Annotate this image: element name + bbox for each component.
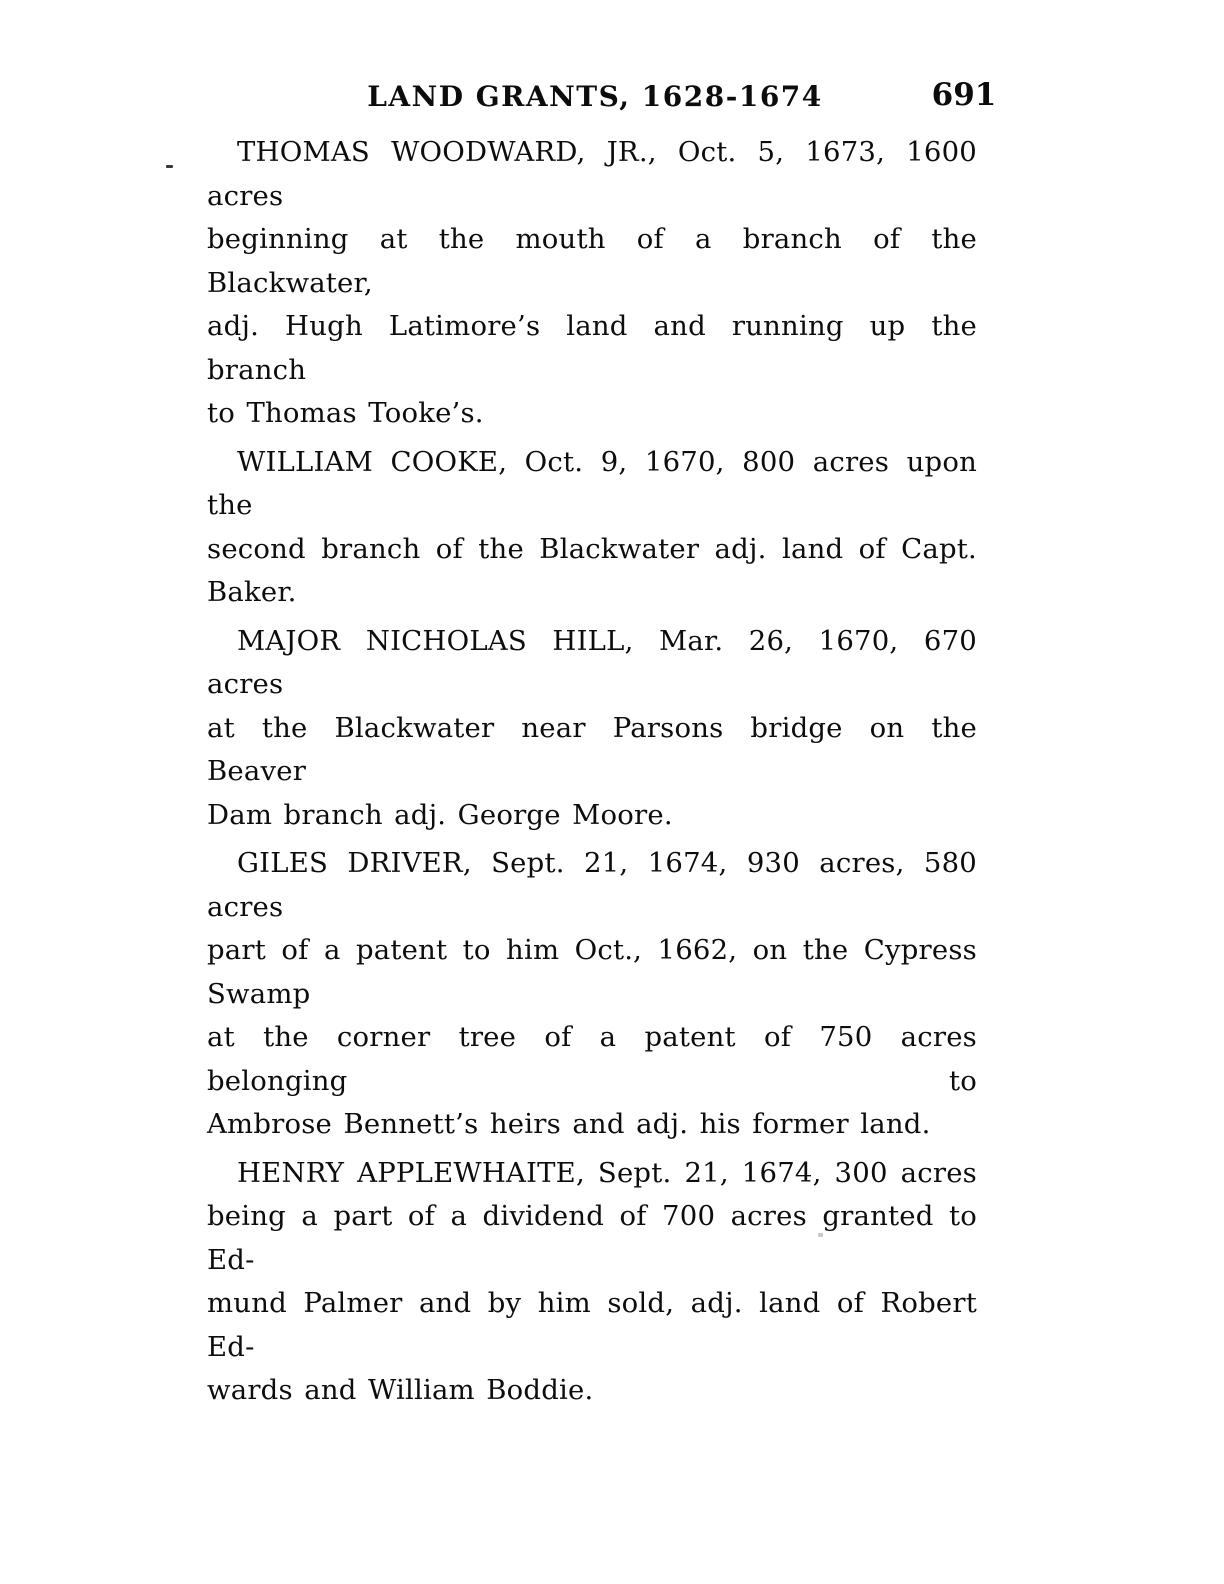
scan-artifact-speck (818, 1233, 823, 1237)
page-number: 691 (931, 77, 997, 113)
text-line: adj. Hugh Latimore’s land and running up the branch (207, 310, 977, 386)
text-line: GILES DRIVER, Sept. 21, 1674, 930 acres, 580 acres (207, 847, 977, 923)
text-line: mund Palmer and by him sold, adj. land of Robert Ed- (207, 1287, 977, 1363)
text-line: HENRY APPLEWHAITE, Sept. 21, 1674, 300 acres (237, 1156, 977, 1189)
text-line: to Thomas Tooke’s. (207, 397, 484, 429)
grant-paragraph-giles-driver (207, 842, 977, 1147)
page-header-title: LAND GRANTS, 1628-1674 (367, 80, 823, 113)
scan-artifact-dash (166, 165, 173, 168)
text-line: Baker. (207, 576, 297, 608)
text-line: part of a patent to him Oct., 1662, on the Cypress Swamp (207, 934, 977, 1010)
text-line: second branch of the Blackwater adj. land of Capt. (207, 532, 977, 565)
grant-paragraph-henry-applewhaite (207, 1152, 977, 1413)
text-line: wards and William Boddie. (207, 1374, 594, 1406)
text-line: Dam branch adj. George Moore. (207, 798, 673, 831)
text-line: at the Blackwater near Parsons bridge on the Beaver (207, 711, 977, 787)
text-line: beginning at the mouth of a branch of the Blackwater, (207, 223, 977, 299)
text-line: at the corner tree of a patent of 750 acres belonging to (207, 1021, 977, 1097)
grant-paragraph-nicholas-hill (207, 620, 977, 838)
text-line: THOMAS WOODWARD, JR., Oct. 5, 1673, 1600 acres (207, 136, 977, 212)
text-line: being a part of a dividend of 700 acres granted to Ed- (207, 1200, 977, 1276)
text-line: Ambrose Bennett’s heirs and adj. his former land. (207, 1108, 931, 1140)
text-line: WILLIAM COOKE, Oct. 9, 1670, 800 acres upon the (207, 445, 977, 521)
grant-paragraph-thomas-woodward (207, 131, 977, 436)
grant-paragraph-william-cooke (207, 441, 977, 615)
text-line: MAJOR NICHOLAS HILL, Mar. 26, 1670, 670 acres (207, 624, 977, 700)
text-block (207, 131, 977, 1418)
